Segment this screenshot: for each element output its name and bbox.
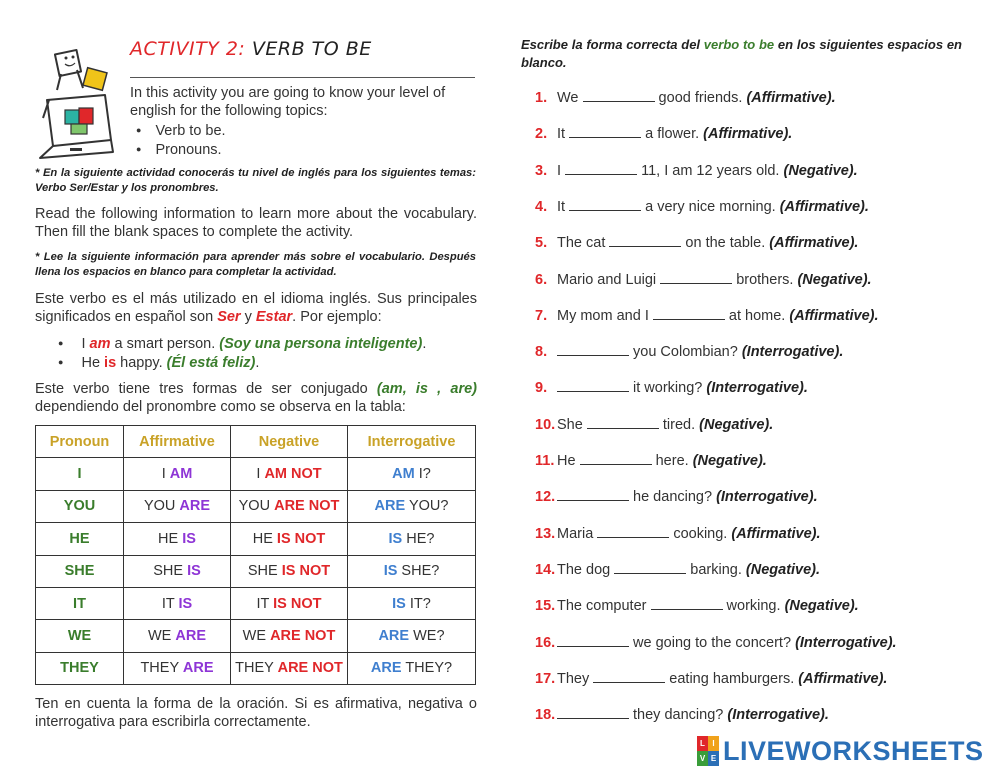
header-pronoun: Pronoun — [36, 426, 124, 458]
cell-text: IS NOT — [276, 530, 326, 547]
exercise-item — [535, 635, 897, 651]
forms-list: (am, is , are) — [376, 381, 478, 397]
answer-blank-field[interactable] — [597, 526, 669, 538]
cell-text: IS — [388, 530, 403, 547]
cell-text: HE? — [406, 530, 435, 547]
cell-text: IT — [256, 595, 270, 612]
cell-text: ARE — [179, 498, 211, 515]
table-row — [36, 523, 476, 555]
logo-text: LIVEWORKSHEETS — [723, 735, 984, 766]
instructions — [521, 36, 962, 72]
exercise-hint: (Negative). — [784, 598, 859, 615]
exercise-item — [535, 344, 843, 360]
table-header-row — [36, 426, 476, 458]
negative-cell — [231, 620, 348, 652]
cell-text: ARE NOT — [270, 628, 336, 645]
exercise-hint: (Interrogative). — [741, 344, 844, 361]
exercise-text-before: Maria — [557, 525, 598, 542]
exercise-number: 13. — [535, 525, 556, 542]
exercise-text-after: they dancing? — [629, 707, 728, 724]
exercise-hint: (Affirmative). — [779, 198, 869, 215]
cell-text: HE — [252, 530, 273, 547]
ser-word: Ser — [217, 309, 241, 325]
cell-text: IS — [182, 530, 196, 547]
exercise-item — [535, 526, 821, 542]
exercise-hint: (Affirmative). — [798, 670, 888, 687]
answer-blank-field[interactable] — [660, 272, 732, 284]
pronoun-cell — [36, 490, 124, 522]
cell-text: IS — [187, 563, 201, 580]
exercise-item — [535, 598, 859, 614]
spanish-note-2: * Lee la siguiente información para aprender más sobre el vocabulario. Después llena los espacios en blanco para completar la actividad. — [35, 251, 476, 278]
interrogative-cell — [348, 523, 476, 555]
cell-text: ARE — [378, 628, 410, 645]
exercise-item — [535, 235, 858, 251]
exercise-number: 14. — [535, 561, 556, 578]
exercise-hint: (Negative). — [692, 453, 767, 469]
table-row — [36, 490, 476, 522]
cell-text: IT — [161, 595, 175, 612]
answer-blank-field[interactable] — [614, 562, 686, 574]
exercise-number: 15. — [535, 598, 556, 615]
exercise-number: 17. — [535, 670, 556, 687]
exercise-text-after: good friends. — [654, 90, 747, 106]
exercise-item — [535, 562, 820, 578]
cell-text: ARE — [374, 498, 406, 515]
example-translation: (Él está feliz) — [166, 355, 256, 371]
exercise-hint: (Negative). — [745, 561, 821, 578]
intro-text — [130, 84, 477, 159]
example-post: a smart person. — [110, 336, 220, 352]
interrogative-cell — [348, 490, 476, 522]
exercise-number: 2. — [535, 126, 548, 143]
exercise-hint: (Affirmative). — [769, 235, 859, 252]
explain-text: Este verbo es el más utilizado en el idioma inglés. Sus principales significados en español son — [35, 291, 477, 325]
exercise-item — [535, 126, 792, 142]
cell-text: THEY — [60, 660, 99, 677]
cell-text: IS NOT — [273, 595, 322, 612]
example-verb: am — [89, 336, 111, 352]
exercise-text-after: here. — [651, 453, 693, 469]
affirmative-cell — [124, 523, 231, 555]
cell-text: THEY — [140, 660, 179, 677]
exercise-text-before: Mario and Luigi — [557, 271, 661, 288]
exercise-hint: (Negative). — [797, 271, 872, 288]
affirmative-cell — [124, 490, 231, 522]
footer-note: Ten en cuenta la forma de la oración. Si es afirmativa, negativa o interrogativa para escribirla correctamente. — [35, 696, 477, 730]
exercise-hint: (Affirmative). — [789, 307, 879, 324]
answer-blank-field[interactable] — [580, 453, 652, 465]
table-row — [36, 555, 476, 587]
exercise-item — [535, 489, 818, 505]
pronoun-cell — [36, 523, 124, 555]
exercise-text-before: It — [557, 198, 570, 215]
pronoun-cell — [36, 458, 124, 490]
exercise-hint: (Interrogative). — [727, 707, 829, 724]
header-interrogative: Interrogative — [348, 426, 476, 458]
answer-blank-field[interactable] — [569, 199, 641, 211]
cell-text: YOU — [63, 498, 96, 515]
cell-text: THEY — [235, 660, 274, 677]
table-row — [36, 652, 476, 684]
answer-blank-field[interactable] — [593, 671, 665, 683]
exercise-text-before: The computer — [557, 598, 651, 615]
cell-text: ARE NOT — [277, 660, 343, 677]
exercise-text-before: The dog — [557, 561, 615, 578]
cell-text: WE — [147, 628, 172, 645]
cell-text: HE — [158, 530, 179, 547]
cell-text: ARE — [182, 660, 214, 677]
interrogative-cell — [348, 620, 476, 652]
cell-text: AM NOT — [264, 466, 322, 483]
topics-list — [136, 121, 477, 159]
exercise-text-after: at home. — [724, 307, 790, 324]
exercise-number: 11. — [535, 453, 555, 469]
exercise-hint: (Affirmative). — [731, 525, 821, 542]
exercise-hint: (Interrogative). — [716, 489, 818, 506]
table-row — [36, 458, 476, 490]
header-affirmative: Affirmative — [124, 426, 231, 458]
exercise-number: 10. — [535, 416, 556, 433]
exercise-number: 9. — [535, 380, 548, 397]
exercise-hint: (Affirmative). — [703, 126, 793, 143]
cell-text: ARE — [370, 660, 402, 677]
negative-cell — [231, 458, 348, 490]
example-verb: is — [104, 355, 117, 371]
exercise-item — [535, 453, 767, 469]
conjugation-table — [35, 425, 476, 685]
exercise-number: 8. — [535, 344, 548, 361]
exercise-hint: (Interrogative). — [706, 380, 808, 397]
cell-text: WE — [67, 628, 92, 645]
activity-header — [130, 38, 475, 78]
activity-label: ACTIVITY 2: — [130, 38, 246, 60]
cell-text: IT — [73, 595, 86, 612]
pronoun-cell — [36, 620, 124, 652]
exercise-text-after: barking. — [686, 561, 746, 578]
exercise-text-before: We — [557, 90, 583, 106]
exercise-text-after: a flower. — [641, 126, 704, 143]
interrogative-cell — [348, 652, 476, 684]
cell-text: AM — [169, 466, 193, 483]
cell-text: YOU — [238, 498, 271, 515]
negative-cell — [231, 652, 348, 684]
cell-text: THEY? — [405, 660, 453, 677]
exercise-number: 5. — [535, 235, 548, 252]
explain-end: . Por ejemplo: — [292, 309, 382, 325]
example-pre: He — [81, 355, 105, 371]
answer-blank-field[interactable] — [557, 489, 629, 501]
forms-text: Este verbo tiene tres formas de ser conjugado — [35, 381, 377, 397]
activity-title — [130, 38, 475, 60]
header-negative: Negative — [231, 426, 348, 458]
explain-paragraph — [35, 290, 477, 326]
exercise-text-before: He — [557, 453, 580, 469]
logo-cube-letter: L — [697, 736, 708, 751]
activity-topic: VERB TO BE — [251, 38, 372, 60]
instructions-end: en los siguientes espacios en blanco. — [521, 37, 962, 70]
exercise-item — [535, 707, 829, 723]
answer-blank-field[interactable] — [653, 308, 725, 320]
exercise-item — [535, 90, 836, 106]
pronoun-cell — [36, 652, 124, 684]
exercise-text-after: brothers. — [732, 271, 798, 288]
exercise-hint: (Interrogative). — [795, 634, 897, 651]
logo-cube-letter: I — [708, 736, 719, 751]
exercise-number: 3. — [535, 162, 548, 179]
spanish-note-1: * En la siguiente actividad conocerás tu nivel de inglés para los siguientes temas: Verbo Ser/Estar y los pronombres. — [35, 167, 476, 194]
example-end: . — [255, 355, 260, 371]
exercise-text-after: a very nice morning. — [641, 198, 780, 215]
interrogative-cell — [348, 458, 476, 490]
affirmative-cell — [124, 587, 231, 619]
answer-blank-field[interactable] — [557, 380, 629, 392]
forms-end: dependiendo del pronombre como se observa en la tabla: — [35, 399, 406, 415]
exercise-text-before: My mom and I — [557, 307, 653, 324]
exercise-number: 1. — [535, 90, 548, 106]
exercise-number: 18. — [535, 707, 556, 724]
liveworksheets-logo — [697, 735, 984, 767]
cell-text: IS NOT — [281, 563, 331, 580]
instructions-verb: verbo to be — [703, 37, 775, 52]
cell-text: YOU? — [408, 498, 449, 515]
cell-text: SHE — [247, 563, 278, 580]
interrogative-cell — [348, 587, 476, 619]
pronoun-cell — [36, 555, 124, 587]
cell-text: ARE — [175, 628, 206, 645]
exercise-text-after: tired. — [658, 416, 700, 433]
cell-text: SHE — [64, 563, 95, 580]
exercise-item — [535, 308, 879, 324]
exercise-number: 12. — [535, 489, 556, 506]
exercise-hint: (Negative). — [783, 162, 858, 179]
exercise-item — [535, 671, 887, 687]
answer-blank-field[interactable] — [557, 707, 629, 719]
exercise-text-before: She — [557, 416, 587, 433]
and-text: y — [240, 309, 256, 325]
cell-text: SHE — [153, 563, 184, 580]
exercise-number: 16. — [535, 634, 556, 651]
affirmative-cell — [124, 458, 231, 490]
exercise-number: 4. — [535, 198, 548, 215]
logo-cube-letter: E — [708, 751, 719, 766]
exercise-text-after: it working? — [629, 380, 707, 397]
exercise-text-after: cooking. — [669, 525, 732, 542]
exercise-text-before: The cat — [557, 235, 610, 252]
affirmative-cell — [124, 620, 231, 652]
example-translation: (Soy una persona inteligente) — [219, 336, 423, 352]
exercise-number: 7. — [535, 307, 548, 324]
intro-paragraph: In this activity you are going to know your level of english for the following topics: — [130, 85, 446, 119]
answer-blank-field[interactable] — [565, 163, 637, 175]
affirmative-cell — [124, 652, 231, 684]
cell-text: I — [77, 466, 82, 483]
answer-blank-field[interactable] — [557, 635, 629, 647]
instructions-text: Escribe la forma correcta del — [521, 37, 704, 52]
topic-item: ● Pronouns. — [136, 140, 477, 159]
table-row — [36, 587, 476, 619]
exercise-item — [535, 417, 773, 433]
cell-text: WE? — [413, 628, 445, 645]
exercise-text-after: 11, I am 12 years old. — [637, 162, 784, 179]
negative-cell — [231, 587, 348, 619]
exercise-number: 6. — [535, 271, 548, 288]
exercise-hint: (Affirmative). — [746, 90, 836, 106]
exercise-item — [535, 163, 858, 179]
exercise-text-before: I — [557, 162, 566, 179]
exercise-text-before: They — [557, 670, 594, 687]
cell-text: HE — [69, 530, 90, 547]
negative-cell — [231, 555, 348, 587]
exercise-text-after: you Colombian? — [629, 344, 742, 361]
cell-text: IS — [392, 595, 406, 612]
exercise-hint: (Negative). — [699, 416, 774, 433]
example-pre: I — [81, 336, 90, 352]
exercise-item — [535, 272, 872, 288]
table-row — [36, 620, 476, 652]
estar-word: Estar — [255, 309, 293, 325]
interrogative-cell — [348, 555, 476, 587]
cell-text: I? — [418, 466, 431, 483]
exercise-text-after: eating hamburgers. — [665, 670, 799, 687]
negative-cell — [231, 490, 348, 522]
cell-text: YOU — [143, 498, 176, 515]
pronoun-cell — [36, 587, 124, 619]
cell-text: I — [256, 466, 261, 483]
cell-text: SHE? — [401, 563, 440, 580]
exercise-text-before: It — [557, 126, 570, 143]
example-end: . — [422, 336, 427, 352]
exercise-text-after: working. — [722, 598, 785, 615]
topic-item: ● Verb to be. — [136, 121, 477, 140]
exercise-item — [535, 199, 869, 215]
answer-blank-field[interactable] — [583, 90, 655, 102]
answer-blank-field[interactable] — [587, 417, 659, 429]
negative-cell — [231, 523, 348, 555]
forms-paragraph — [35, 380, 477, 416]
cell-text: ARE NOT — [274, 498, 340, 515]
exercise-text-after: he dancing? — [629, 489, 717, 506]
logo-cube-letter: V — [697, 751, 708, 766]
answer-blank-field[interactable] — [651, 598, 723, 610]
cell-text: I — [161, 466, 166, 483]
logo-cube-icon — [697, 736, 719, 766]
cell-text: AM — [392, 466, 415, 483]
answer-blank-field[interactable] — [609, 235, 681, 247]
cell-text: IS — [178, 595, 193, 612]
read-info-paragraph: Read the following information to learn more about the vocabulary. Then fill the blank spaces to complete the activity. — [35, 206, 477, 240]
exercise-text-after: on the table. — [681, 235, 770, 252]
exercise-item — [535, 380, 808, 396]
answer-blank-field[interactable] — [569, 126, 641, 138]
cell-text: WE — [242, 628, 267, 645]
affirmative-cell — [124, 555, 231, 587]
laptop-puzzle-illustration — [35, 40, 125, 165]
exercise-text-after: we going to the concert? — [629, 634, 796, 651]
example-post: happy. — [116, 355, 167, 371]
answer-blank-field[interactable] — [557, 344, 629, 356]
cell-text: IT? — [409, 595, 431, 612]
example-item — [58, 334, 426, 354]
cell-text: IS — [383, 563, 398, 580]
example-item — [58, 353, 259, 373]
